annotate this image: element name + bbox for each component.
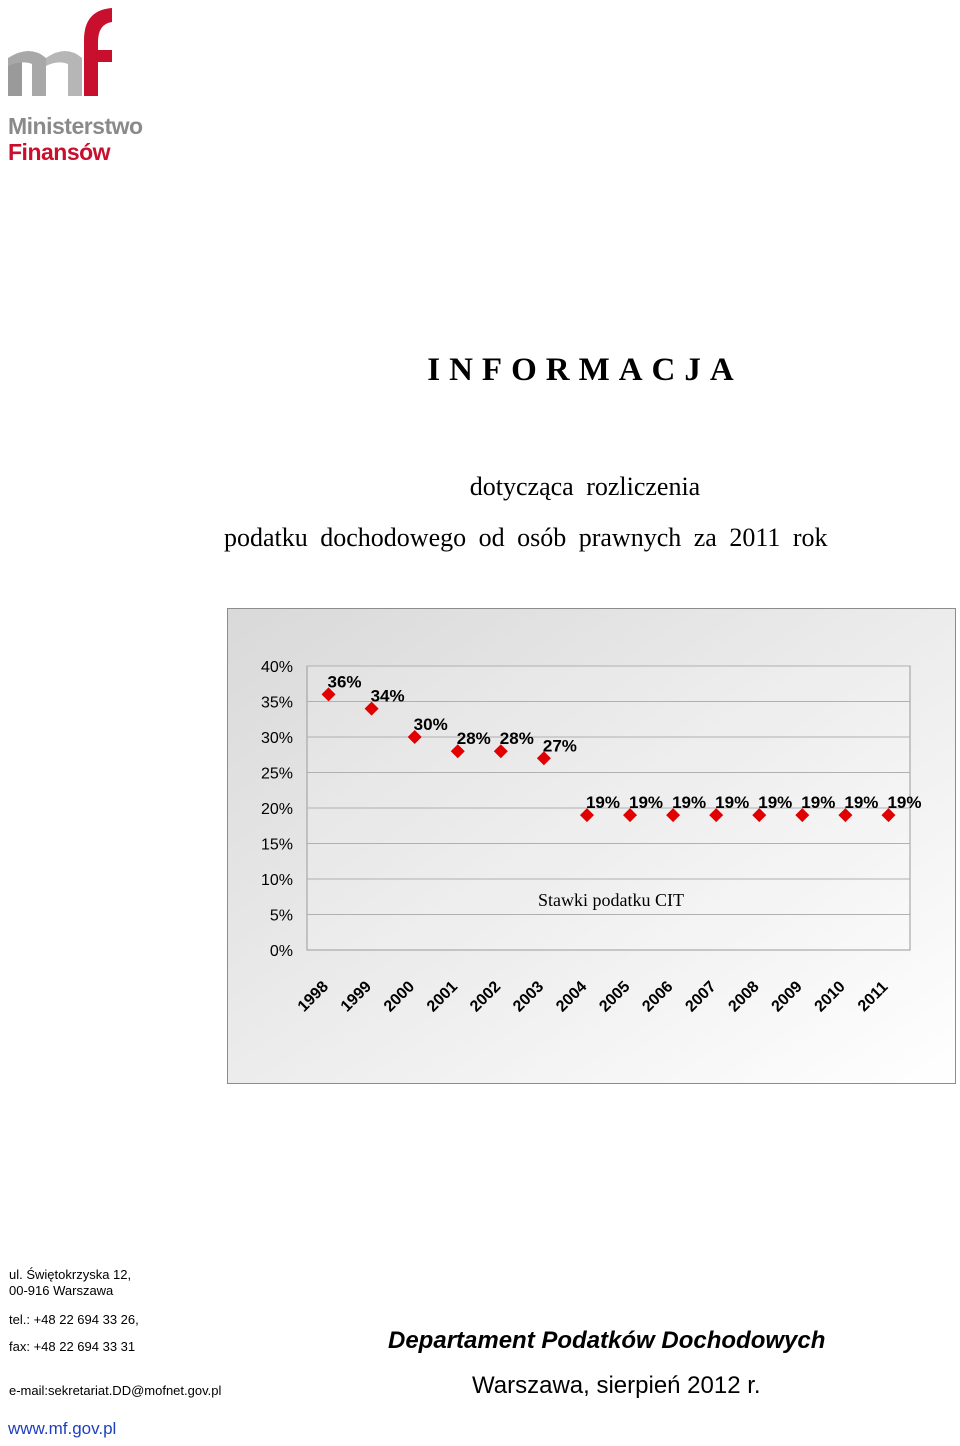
department-name: Departament Podatków Dochodowych bbox=[388, 1327, 826, 1354]
website-link[interactable]: www.mf.gov.pl bbox=[8, 1419, 117, 1438]
place-date: Warszawa, sierpień 2012 r. bbox=[472, 1372, 761, 1399]
data-point-label: 19% bbox=[629, 793, 664, 813]
x-tick-label: 1998 bbox=[294, 978, 332, 1016]
x-tick-label: 2006 bbox=[639, 978, 677, 1016]
address-city: 00-916 Warszawa bbox=[9, 1283, 114, 1298]
y-tick-label: 35% bbox=[260, 694, 293, 712]
data-point-label: 28% bbox=[456, 729, 491, 749]
data-point-label: 34% bbox=[370, 686, 405, 706]
data-point-label: 19% bbox=[801, 793, 836, 813]
data-point-label: 19% bbox=[672, 793, 707, 813]
x-tick-label: 2009 bbox=[768, 978, 806, 1016]
x-tick-label: 2007 bbox=[682, 978, 720, 1016]
data-point-label: 19% bbox=[844, 793, 879, 813]
data-point-label: 19% bbox=[585, 793, 620, 813]
fax-number: fax: +48 22 694 33 31 bbox=[9, 1339, 136, 1354]
logo-text-ministry: Ministerstwo bbox=[8, 113, 143, 139]
data-point-label: 27% bbox=[542, 736, 577, 756]
x-tick-label: 2008 bbox=[725, 978, 763, 1016]
logo-text-finance: Finansów bbox=[8, 139, 111, 165]
phone-number: tel.: +48 22 694 33 26, bbox=[9, 1312, 139, 1327]
data-point-label: 19% bbox=[715, 793, 750, 813]
x-tick-label: 2003 bbox=[510, 978, 548, 1016]
x-tick-label: 2002 bbox=[467, 978, 505, 1016]
data-point-label: 19% bbox=[758, 793, 793, 813]
x-tick-label: 2000 bbox=[380, 978, 419, 1016]
x-tick-label: 2001 bbox=[423, 978, 462, 1016]
x-tick-label: 2004 bbox=[553, 978, 591, 1016]
y-tick-label: 40% bbox=[260, 659, 293, 676]
data-point-label: 36% bbox=[327, 672, 362, 692]
legend-label: Stawki podatku CIT bbox=[538, 890, 684, 910]
y-tick-label: 15% bbox=[260, 836, 293, 854]
address-street: ul. Świętokrzyska 12, bbox=[9, 1267, 132, 1282]
x-tick-label: 2010 bbox=[811, 978, 849, 1016]
email-address[interactable]: e-mail:sekretariat.DD@mofnet.gov.pl bbox=[9, 1383, 222, 1398]
page-title: INFORMACJA bbox=[427, 352, 743, 388]
x-tick-label: 2011 bbox=[854, 978, 892, 1016]
y-tick-label: 10% bbox=[260, 872, 293, 889]
y-tick-label: 30% bbox=[260, 730, 293, 747]
y-tick-label: 25% bbox=[260, 765, 293, 783]
data-point-label: 28% bbox=[499, 729, 534, 749]
data-point-label: 19% bbox=[887, 793, 922, 813]
x-tick-label: 2005 bbox=[596, 978, 634, 1016]
x-tick-label: 1999 bbox=[337, 978, 376, 1016]
y-tick-label: 0% bbox=[269, 943, 293, 960]
subtitle-line2: podatku dochodowego od osób prawnych za 2011 rok bbox=[224, 523, 828, 552]
cit-rate-chart bbox=[227, 608, 956, 1084]
y-tick-label: 20% bbox=[260, 801, 293, 818]
subtitle-line1: dotycząca rozliczenia bbox=[469, 472, 701, 501]
y-tick-label: 5% bbox=[269, 907, 293, 925]
data-point-label: 30% bbox=[413, 715, 448, 734]
